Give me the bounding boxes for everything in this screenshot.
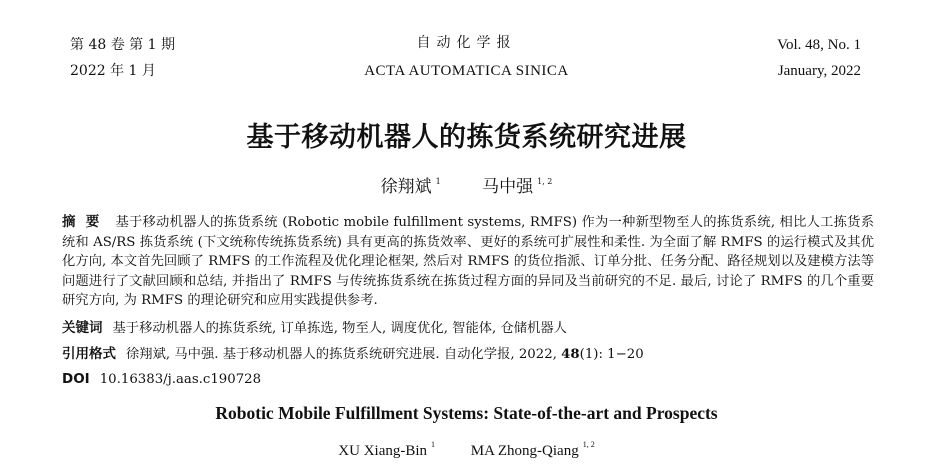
- paper-title-cn: 基于移动机器人的拣货系统研究进展: [246, 122, 687, 153]
- citation-label: 引用格式: [62, 346, 116, 362]
- abstract-text: 基于移动机器人的拣货系统 (Robotic mobile fulfillment systems, RMFS) 作为一种新型物至人的拣货系统, 相比人工拣货系统和 AS/RS 拣货系统 (下文统称传统拣货系统) 具有更高的拣货效率、更好的系统可扩展性和柔性. 为全面了解 RMFS 的运行模式及其优化方向, 本文首先回顾了 RMFS 的工作流程及优化理论框架, 然后对 RMFS 的货位指派、订单分批、任务分配、路径规划以及建模方法等问题进行了文献回顾和总结, 并指出了 RMFS 与传统拣货系统在拣货过程方面的异同及当前研究的不足. 最后, 讨论了 RMFS 的几个重要研究方向, 为 RMFS 的理论研究和应用实践提供参考.: [62, 215, 874, 309]
- doi-link[interactable]: 10.16383/j.aas.c190728: [99, 372, 262, 387]
- author-name: MA Zhong-Qiang: [470, 443, 579, 459]
- citation-text: 徐翔斌, 马中强. 基于移动机器人的拣货系统研究进展. 自动化学报, 2022,: [126, 347, 562, 362]
- author-affiliation: 1: [431, 440, 436, 449]
- author-affiliation: 1, 2: [582, 440, 595, 449]
- keywords-text: 基于移动机器人的拣货系统, 订单拣选, 物至人, 调度优化, 智能体, 仓储机器人: [112, 321, 567, 336]
- keywords: [62, 322, 874, 336]
- author-cn: [381, 178, 441, 196]
- abstract: [62, 213, 874, 311]
- citation: [62, 348, 874, 362]
- header-volume-cn: 第 48 卷 第 1 期: [70, 37, 175, 53]
- author-name: 徐翔斌: [380, 177, 432, 197]
- author-name: XU Xiang-Bin: [338, 443, 428, 459]
- header-journal-cn: 自动化学报: [416, 35, 517, 51]
- keywords-label: 关键词: [62, 320, 103, 336]
- citation-pages: (1): 1−20: [579, 347, 644, 362]
- author-en: [471, 441, 595, 459]
- author-list-cn: [0, 178, 933, 196]
- author-en: [338, 441, 435, 459]
- header-journal-en: ACTA AUTOMATICA SINICA: [364, 63, 569, 79]
- header-date-en: January, 2022: [777, 63, 861, 79]
- citation-volume: 48: [561, 347, 580, 362]
- doi: [62, 373, 874, 387]
- paper-title-en: Robotic Mobile Fulfillment Systems: State-of-the-art and Prospects: [215, 403, 718, 423]
- doi-label: DOI: [62, 371, 90, 387]
- author-list-en: [0, 441, 933, 459]
- header-date-cn: 2022 年 1 月: [70, 63, 156, 79]
- author-name: 马中强: [482, 177, 534, 197]
- author-affiliation: 1: [435, 177, 441, 186]
- header-volume-en: Vol. 48, No. 1: [777, 37, 861, 53]
- author-cn: [482, 178, 552, 196]
- abstract-label: 摘要: [62, 214, 110, 230]
- author-affiliation: 1, 2: [537, 177, 553, 186]
